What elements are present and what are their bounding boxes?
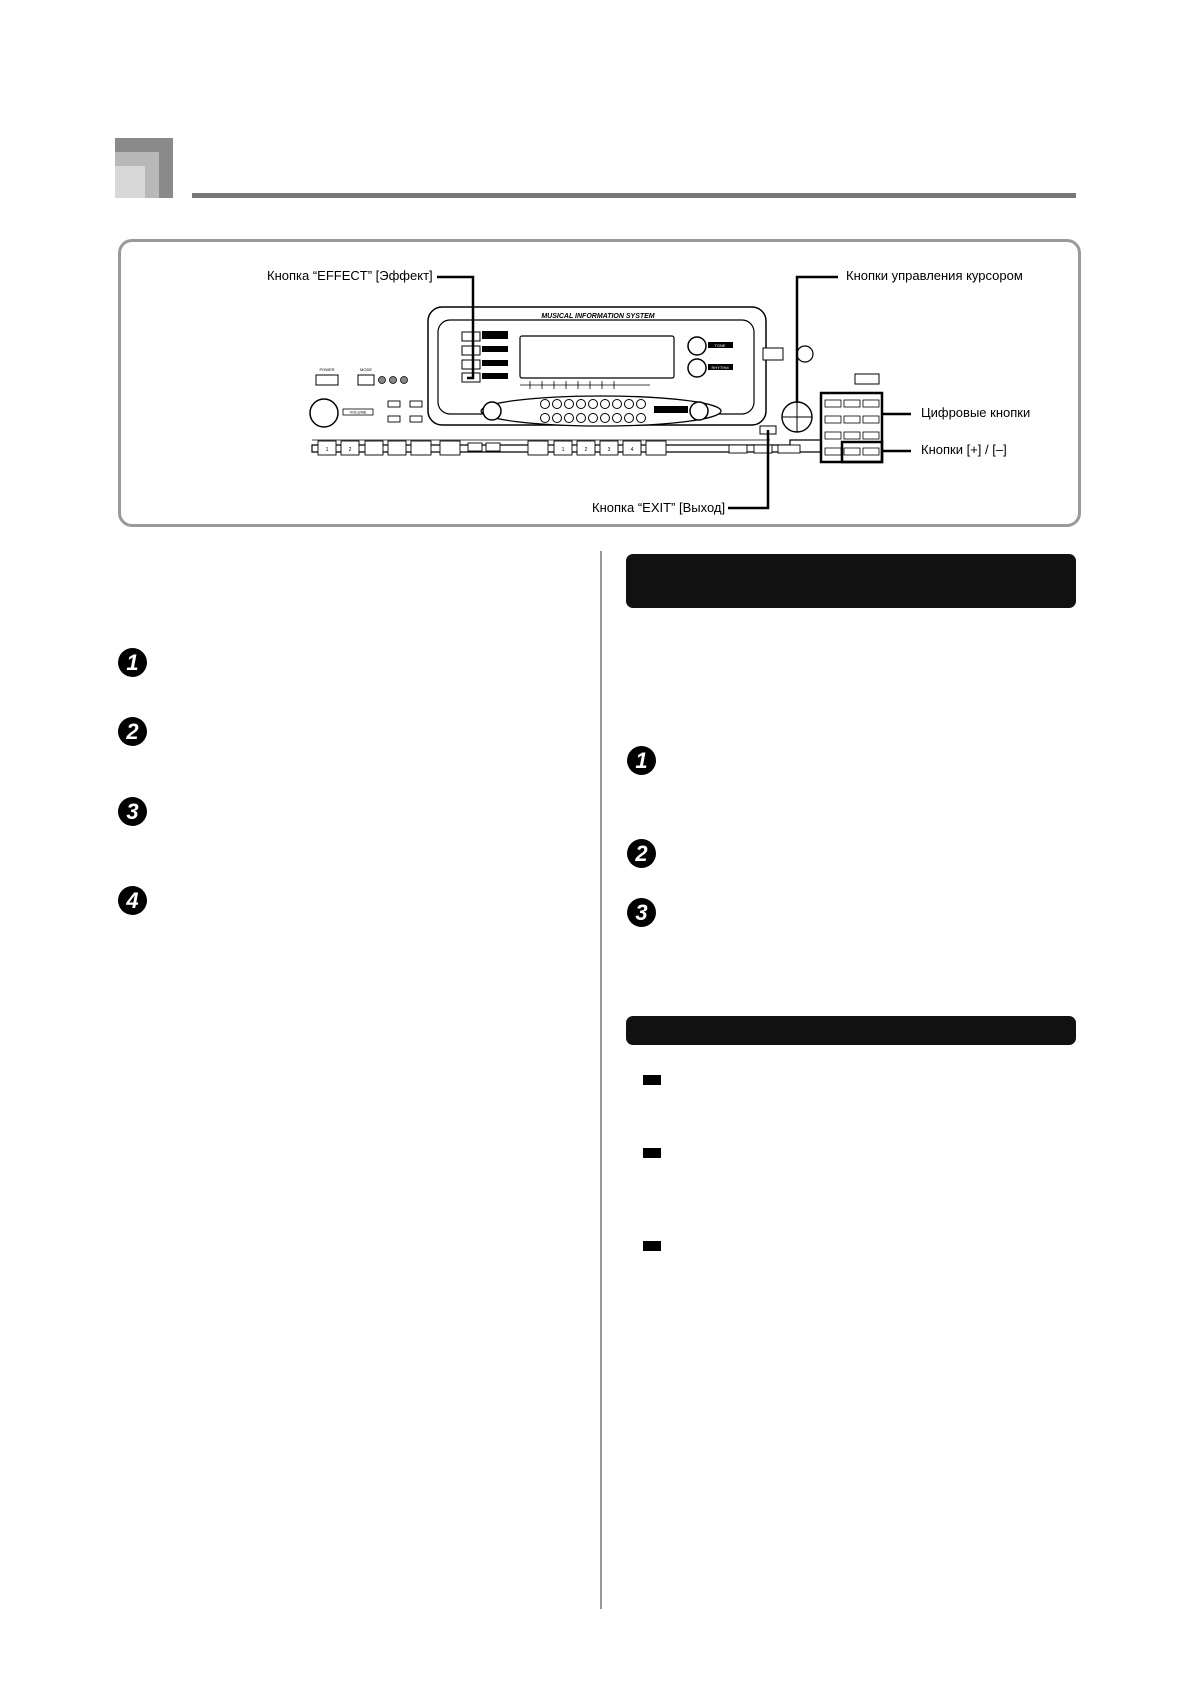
step-number-4: 4 [118,886,147,915]
svg-text:1: 1 [561,447,565,453]
callout-plus-minus: Кнопки [+] / [–] [921,442,1007,457]
svg-text:3: 3 [607,447,611,453]
callout-cursor: Кнопки управления курсором [846,268,1023,283]
mode-button [358,375,374,385]
svg-text:4: 4 [630,447,634,453]
power-button [316,375,338,385]
callout-numeric: Цифровые кнопки [921,405,1031,420]
list-bullet [643,1148,661,1158]
lcd-screen [520,336,674,378]
svg-text:POWER: POWER [319,367,335,372]
svg-text:MODE: MODE [360,367,372,372]
section-title-bar [626,554,1076,608]
step-number-1: 1 [118,648,147,677]
svg-text:TONE: TONE [714,343,726,348]
list-bullet [643,1075,661,1085]
step-number-1: 1 [627,746,656,775]
subsection-title-bar [626,1016,1076,1045]
brand-label: MUSICAL INFORMATION SYSTEM [541,313,655,320]
column-divider [600,551,602,1609]
svg-text:RHYTHM: RHYTHM [711,365,729,370]
svg-text:VOLUME: VOLUME [349,409,367,415]
callout-effect: Кнопка “EFFECT” [Эффект] [267,268,433,283]
step-number-3: 3 [118,797,147,826]
exit-leader [728,430,768,508]
step-number-2: 2 [118,717,147,746]
callout-exit: Кнопка “EXIT” [Выход] [592,500,726,515]
step-number-2: 2 [627,839,656,868]
step-number-3: 3 [627,898,656,927]
rhythm-button [688,359,706,377]
svg-text:1: 1 [325,447,329,453]
svg-text:2: 2 [348,447,352,453]
svg-text:2: 2 [584,447,588,453]
list-bullet [643,1241,661,1251]
dsp-button [763,348,783,360]
cursor-leader [797,277,838,402]
volume-knob [310,399,338,427]
tone-button [688,337,706,355]
